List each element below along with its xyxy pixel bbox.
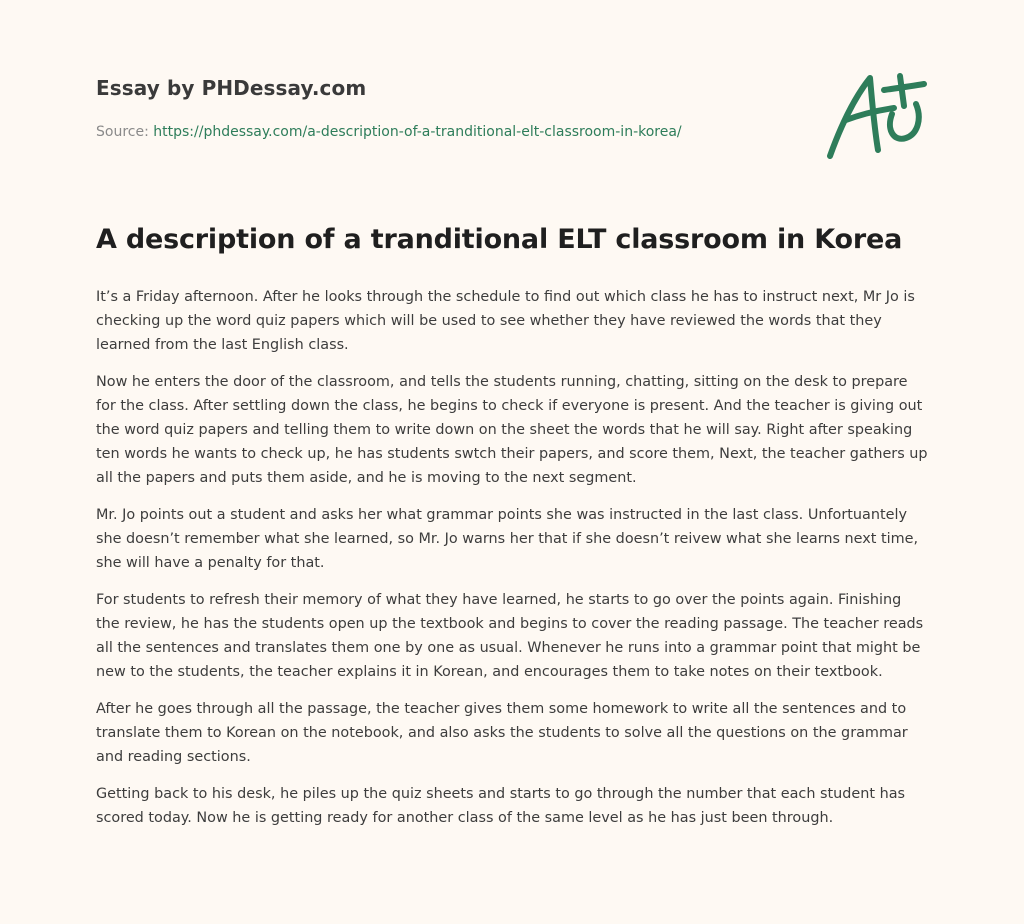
a-plus-logo-icon (824, 68, 928, 164)
source-line (96, 124, 682, 140)
source-label: Source: (96, 124, 149, 140)
site-brand: Essay by PHDessay.com (96, 76, 367, 100)
essay-paragraph: After he goes through all the passage, the teacher gives them some homework to write all the sentences and to translate them to Korean on the notebook, and also asks the students to solve all the questions on the grammar and reading sections. (96, 701, 908, 765)
essay-paragraph: Now he enters the door of the classroom, and tells the students running, chatting, sitting on the desk to prepare for the class. After settling down the class, he begins to check if everyone is present. And the teacher is giving out the word quiz papers and telling them to write down on the sheet the words that he will say. Right after speaking ten words he wants to check up, he has students swtch their papers, and score them, Next, the teacher gathers up all the papers and puts them aside, and he is moving to the next segment. (96, 374, 928, 486)
essay-paragraph: For students to refresh their memory of what they have learned, he starts to go over the points again. Finishing the review, he has the students open up the textbook and begins to cover the reading passage. The teacher reads all the sentences and translates them one by one as usual. Whenever he runs into a grammar point that might be new to the students, the teacher explains it in Korean, and encourages them to take notes on their textbook. (96, 592, 924, 680)
essay-paragraph: Mr. Jo points out a student and asks her what grammar points she was instructed in the last class. Unfortuantely she doesn’t remember what she learned, so Mr. Jo warns her that if she doesn’t reivew what she learns next time, she will have a penalty for that. (96, 507, 919, 571)
source-link[interactable]: https://phdessay.com/a-description-of-a-tranditional-elt-classroom-in-korea/ (153, 124, 682, 140)
essay-paragraph: Getting back to his desk, he piles up the quiz sheets and starts to go through the number that each student has scored today. Now he is getting ready for another class of the same level as he has just been through. (96, 786, 906, 826)
essay-title: A description of a tranditional ELT classroom in Korea (96, 224, 903, 255)
essay-body (96, 285, 928, 843)
essay-paragraph: It’s a Friday afternoon. After he looks through the schedule to find out which class he has to instruct next, Mr Jo is checking up the word quiz papers which will be used to see whether they have reviewed the words that they learned from the last English class. (96, 289, 915, 353)
